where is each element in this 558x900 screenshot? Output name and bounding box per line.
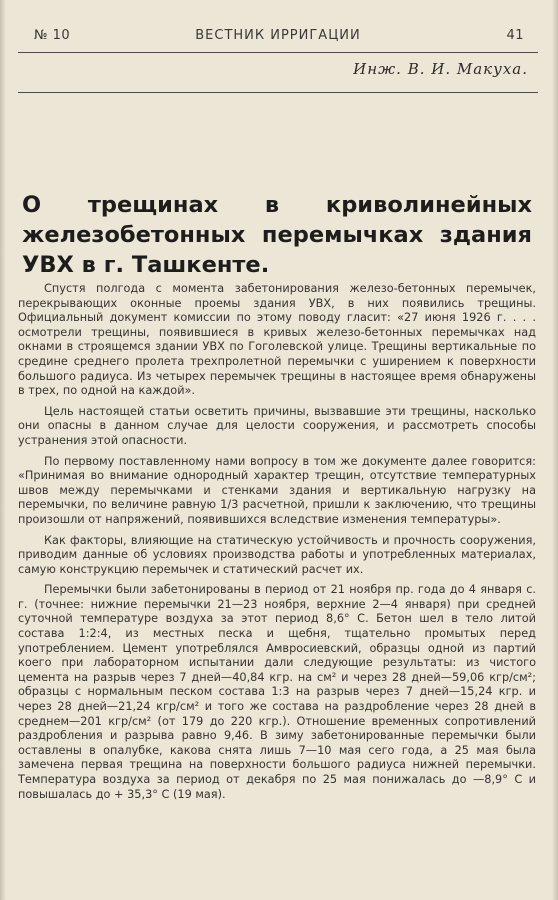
header-rule-bottom — [18, 92, 538, 93]
article-title: О трещинах в криволинейных железобетонных перемычках здания УВХ в г. Ташкенте. — [22, 192, 532, 278]
issue-number: № 10 — [34, 28, 71, 43]
page-edge-shadow-right — [552, 0, 558, 900]
page-number: 41 — [506, 28, 524, 43]
journal-title: ВЕСТНИК ИРРИГАЦИИ — [195, 28, 361, 43]
paragraph-1: Спустя полгода с момента забетонирования железо-бетонных перемычек, перекрывающих оконные проемы здания УВХ, в них появились трещины. Официальный документ комиссии по этому поводу гласит: «27 июня 1926 г. . . . осмотрели трещины, появившиеся в кривых железо-бетонных перемычках над окнами в строящемся здании УВХ по Гоголевской улице. Трещины вертикальные по средине среднего пролета трехпролетной перемычки с уширением к поверхности большого радиуса. Из четырех перемычек трещины в настоящее время обнаружены в трех, по одной на каждой». — [18, 282, 536, 398]
page-edge-shadow-left — [0, 0, 6, 900]
paragraph-2: Цель настоящей статьи осветить причины, вызвавшие эти трещины, насколько они опасны в данном случае для целости сооружения, и рассмотреть способы устранения этой опасности. — [18, 404, 536, 447]
paragraph-3: По первому поставленному нами вопросу в том же документе далее говорится: «Принимая во внимание однородный характер трещин, отсутствие температурных швов между перемычками и стенками здания и вертикальную нагрузку на перемычки, по величине равную 1/3 расчетной, пришли к заключению, что трещины произошли от напряжений, появившихся вследствие изменения температуры». — [18, 454, 536, 526]
author-line: Инж. В. И. Макуха. — [353, 60, 528, 78]
header-rule-top — [18, 52, 538, 53]
running-head — [32, 28, 524, 46]
paragraph-5: Перемычки были забетонированы в период от 21 ноября пр. года до 4 января с. г. (точнее: нижние перемычки 21—23 ноября, верхние 2—4 января) при средней суточной температуре воздуха за этот период 8,6° С. Бетон шел в тело литой состава 1:2:4, из местных песка и щебня, тщательно промытых перед употреблением. Цемент употреблялся Амвросиевский, образцы одной из партий коего при лабораторном испытании дали следующие результаты: из чистого цемента на разрыв через 7 дней—40,84 кгр. на см² и через 28 дней—59,06 кгр/см²; образцы с нормальным песком состава 1:3 на разрыв через 7 дней—15,24 кгр. и через 28 дней—21,24 кгр/см² и того же состава на раздробление через 28 дней в среднем—201 кгр/см² (от 179 до 220 кгр.). Отношение временных сопротивлений раздробления и разрыва равно 9,46. В зиму забетонированные перемычки были оставлены в опалубке, какова снята лишь 7—10 мая сего года, а 25 мая была замечена первая трещина на поверхности большого радиуса нижней перемычки. Температура воздуха за период от декабря по 25 мая понижалась до —8,9° С и повышалась до + 35,3° С (19 мая). — [18, 583, 536, 801]
paragraph-4: Как факторы, влияющие на статическую устойчивость и прочность сооружения, приводим данные об условиях производства работы и употребленных материалах, самую конструкцию перемычек и статический расчет их. — [18, 533, 536, 576]
article-body — [18, 282, 536, 802]
